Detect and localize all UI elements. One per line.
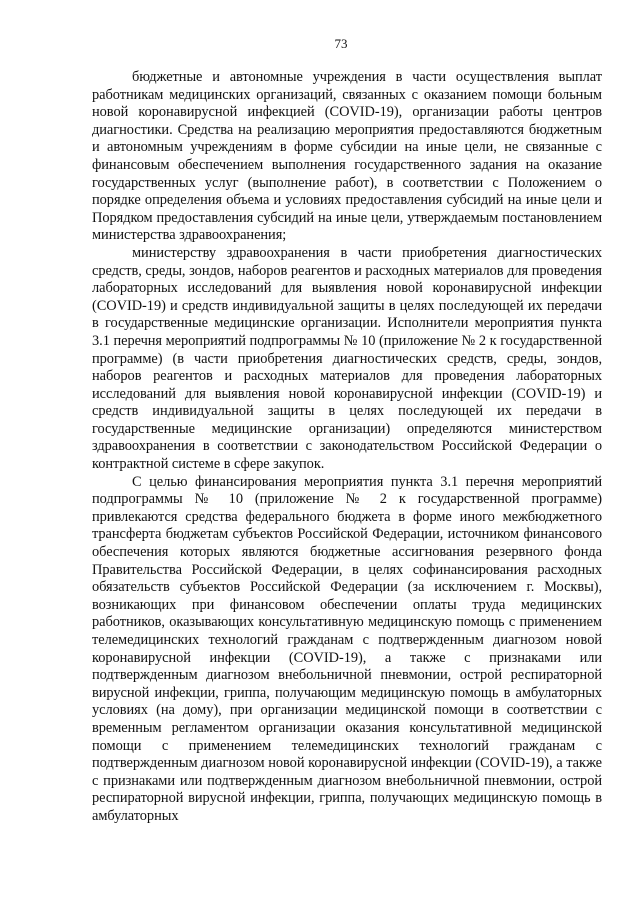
paragraph-budget-institutions: бюджетные и автономные учреждения в части осуществления выплат работникам медицинских организаций, связанных с оказанием помощи больным новой коронавирусной инфекцией (COVID-19), организации работы центров диагностики. Средства на реализацию мероприятия предоставляются бюджетным и автономным учреждениям в форме субсидии на иные цели, не связанные с финансовым обеспечением выполнения государственного задания на оказание государственных услуг (выполнение работ), в соответствии с Положением о порядке определения объема и условиях предоставления субсидий на иные цели и Порядком предоставления субсидий на иные цели, утверждаемым постановлением министерства здравоохранения; (92, 69, 602, 244)
page-number: 73 (334, 36, 348, 51)
paragraph-ministry-health: министерству здравоохранения в части приобретения диагностических средств, среды, зондов, наборов реагентов и расходных материалов для проведения лабораторных исследований для выявления новой коронавирусной инфекции (COVID-19) и средств индивидуальной защиты в целях последующей их передачи в государственные медицинские организации. Исполнители мероприятия пункта 3.1 перечня мероприятий подпрограммы № 10 (приложение № 2 к государственной программе) (в части приобретения диагностических средств, среды, зондов, наборов реагентов и расходных материалов для проведения лабораторных исследований для выявления новой коронавирусной инфекции (COVID-19) и средств индивидуальной защиты в целях последующей их передачи в государственные медицинские организации) определяются министерством здравоохранения в соответствии с законодательством Российской Федерации о контрактной системе в сфере закупок. (92, 244, 602, 473)
paragraph-federal-financing: С целью финансирования мероприятия пункта 3.1 перечня мероприятий подпрограммы № 10 (приложение № 2 к государственной программе) привлекаются средства федерального бюджета в форме иного межбюджетного трансферта бюджетам субъектов Российской Федерации, источником финансового обеспечения которых являются бюджетные ассигнования резервного фонда Правительства Российской Федерации, в целях софинансирования расходных обязательств субъектов Российской Федерации (за исключением г. Москвы), возникающих при финансовом обеспечении оплаты труда медицинских работников, оказывающих консультативную медицинскую помощь с применением телемедицинских технологий гражданам с подтвержденным диагнозом новой коронавирусной инфекции (COVID-19), а также с признаками или подтвержденным диагнозом внебольничной пневмонии, острой респираторной вирусной инфекции, гриппа, получающим медицинскую помощь в амбулаторных условиях (на дому), при организации медицинской помощи в соответствии с временным регламентом организации оказания консультативной медицинской помощи с применением телемедицинских технологий гражданам с подтвержденным диагнозом новой коронавирусной инфекции (COVID-19), а также с признаками или подтвержденным диагнозом внебольничной пневмонии, острой респираторной вирусной инфекции, гриппа, получающих медицинскую помощь в амбулаторных (92, 473, 602, 824)
